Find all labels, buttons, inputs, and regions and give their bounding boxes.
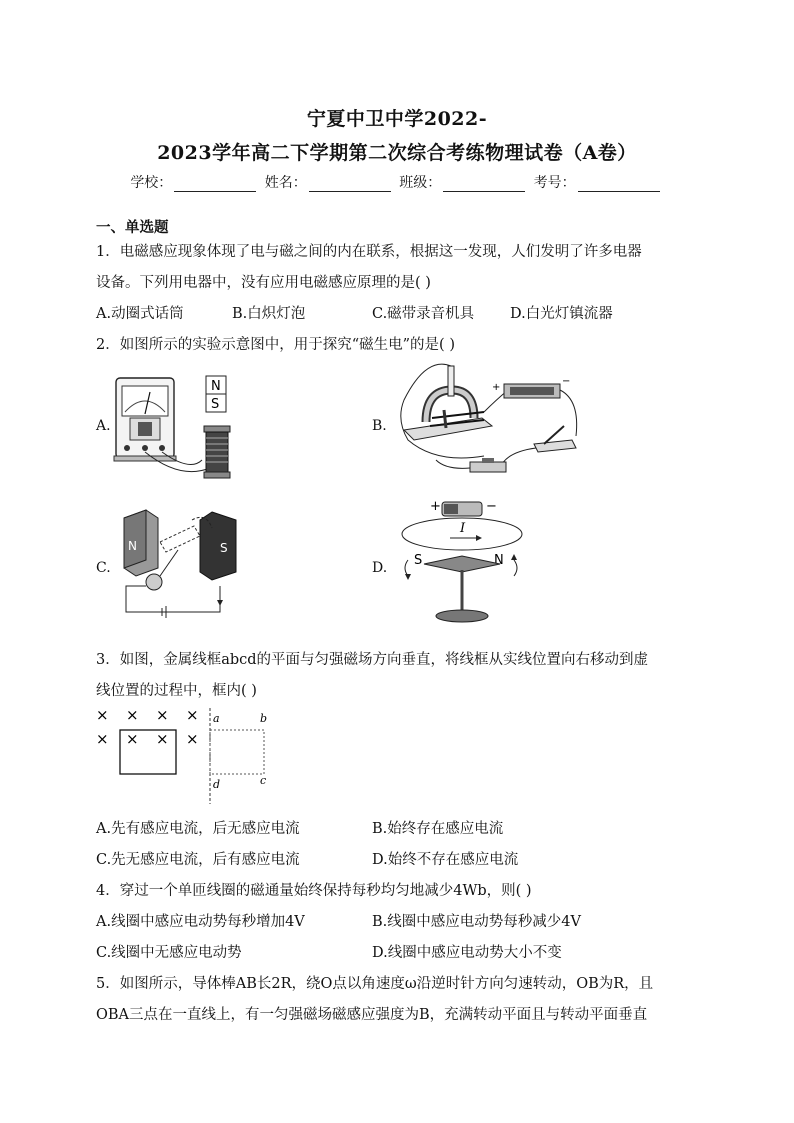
figD-minus: − xyxy=(486,499,497,514)
svg-text:×: × xyxy=(156,730,169,748)
q5-stem-line2: OBA三点在一直线上，有一匀强磁场磁感应强度为B，充满转动平面且与转动平面垂直 xyxy=(96,1007,648,1023)
svg-text:×: × xyxy=(186,730,199,748)
q2-stem-line1: 2．如图所示的实验示意图中，用于探究“磁生电”的是( ) xyxy=(96,337,455,353)
q2-figure-d xyxy=(396,498,530,628)
figC-pole-s: S xyxy=(220,541,228,555)
svg-text:×: × xyxy=(186,706,199,724)
q3-frame-dashed xyxy=(210,730,264,774)
figA-magnet-n: N xyxy=(211,379,221,394)
svg-text:×: × xyxy=(126,706,139,724)
school-label: 学校： xyxy=(130,175,173,191)
q2-figure-a xyxy=(110,372,250,482)
class-label: 班级： xyxy=(399,175,442,191)
figD-pole-s: S xyxy=(414,553,423,568)
q1-option-a[interactable]: A.动圈式话筒 xyxy=(96,306,184,322)
exam-title-line2: 2023学年高二下学期第二次综合考练物理试卷（A卷） xyxy=(157,142,637,164)
q3-option-c[interactable]: C.先无感应电流，后有感应电流 xyxy=(96,852,300,868)
q3-label-a: a xyxy=(213,712,220,725)
q1-option-b[interactable]: B.白炽灯泡 xyxy=(232,306,306,322)
figB-plus: + xyxy=(492,382,501,393)
q5-stem-line1: 5．如图所示，导体棒AB长2R，绕O点以角速度ω沿逆时针方向匀速转动，OB为R，且 xyxy=(96,976,654,992)
svg-text:×: × xyxy=(126,730,139,748)
q2-fig-c-label[interactable]: C. xyxy=(96,560,111,576)
q3-field-cross: × xyxy=(96,706,109,724)
q2-fig-b-label[interactable]: B. xyxy=(372,418,387,434)
svg-text:×: × xyxy=(96,730,109,748)
q3-stem-line2: 线位置的过程中，框内( ) xyxy=(96,683,257,699)
q1-stem-line1: 1．电磁感应现象体现了电与磁之间的内在联系，根据这一发现，人们发明了许多电器 xyxy=(96,244,642,260)
svg-text:×: × xyxy=(156,706,169,724)
q3-option-d[interactable]: D.始终不存在感应电流 xyxy=(372,852,519,868)
q3-option-b[interactable]: B.始终存在感应电流 xyxy=(372,821,504,837)
q2-figure-c xyxy=(116,506,246,618)
q2-fig-d-label[interactable]: D. xyxy=(372,560,388,576)
q3-label-b: b xyxy=(260,712,268,725)
q2-fig-a-label[interactable]: A. xyxy=(96,418,111,434)
q3-stem-line1: 3．如图，金属线框abcd的平面与匀强磁场方向垂直，将线框从实线位置向右移动到虚 xyxy=(96,652,649,668)
figB-minus: − xyxy=(562,376,571,387)
q4-option-a[interactable]: A.线圈中感应电动势每秒增加4V xyxy=(96,914,305,930)
q4-stem-line1: 4．穿过一个单匝线圈的磁通量始终保持每秒均匀地减少4Wb，则( ) xyxy=(96,883,532,899)
class-blank[interactable] xyxy=(443,177,525,192)
exam-number-label: 考号： xyxy=(533,175,576,191)
figD-plus: + xyxy=(430,499,441,514)
q3-label-c: c xyxy=(260,774,267,787)
name-blank[interactable] xyxy=(309,177,391,192)
figD-current-label: I xyxy=(460,521,466,536)
school-blank[interactable] xyxy=(174,177,256,192)
section-title: 一、单选题 xyxy=(96,219,169,236)
figD-pole-n: N xyxy=(494,553,504,568)
name-label: 姓名： xyxy=(264,175,307,191)
q2-figure-b xyxy=(396,360,586,490)
student-info-row xyxy=(0,172,794,192)
exam-title-line1: 宁夏中卫中学2022- xyxy=(306,108,488,130)
q1-option-d[interactable]: D.白光灯镇流器 xyxy=(510,306,613,322)
q1-option-c[interactable]: C.磁带录音机具 xyxy=(372,306,475,322)
figA-magnet-s: S xyxy=(211,397,220,412)
q3-figure xyxy=(92,704,282,808)
q3-label-d: d xyxy=(213,778,221,791)
figC-pole-n: N xyxy=(128,539,137,553)
q3-option-a[interactable]: A.先有感应电流，后无感应电流 xyxy=(96,821,300,837)
exam-number-blank[interactable] xyxy=(578,177,660,192)
q4-option-d[interactable]: D.线圈中感应电动势大小不变 xyxy=(372,945,562,961)
q4-option-b[interactable]: B.线圈中感应电动势每秒减少4V xyxy=(372,914,581,930)
q4-option-c[interactable]: C.线圈中无感应电动势 xyxy=(96,945,242,961)
q1-stem-line2: 设备。下列用电器中，没有应用电磁感应原理的是( ) xyxy=(96,275,431,291)
